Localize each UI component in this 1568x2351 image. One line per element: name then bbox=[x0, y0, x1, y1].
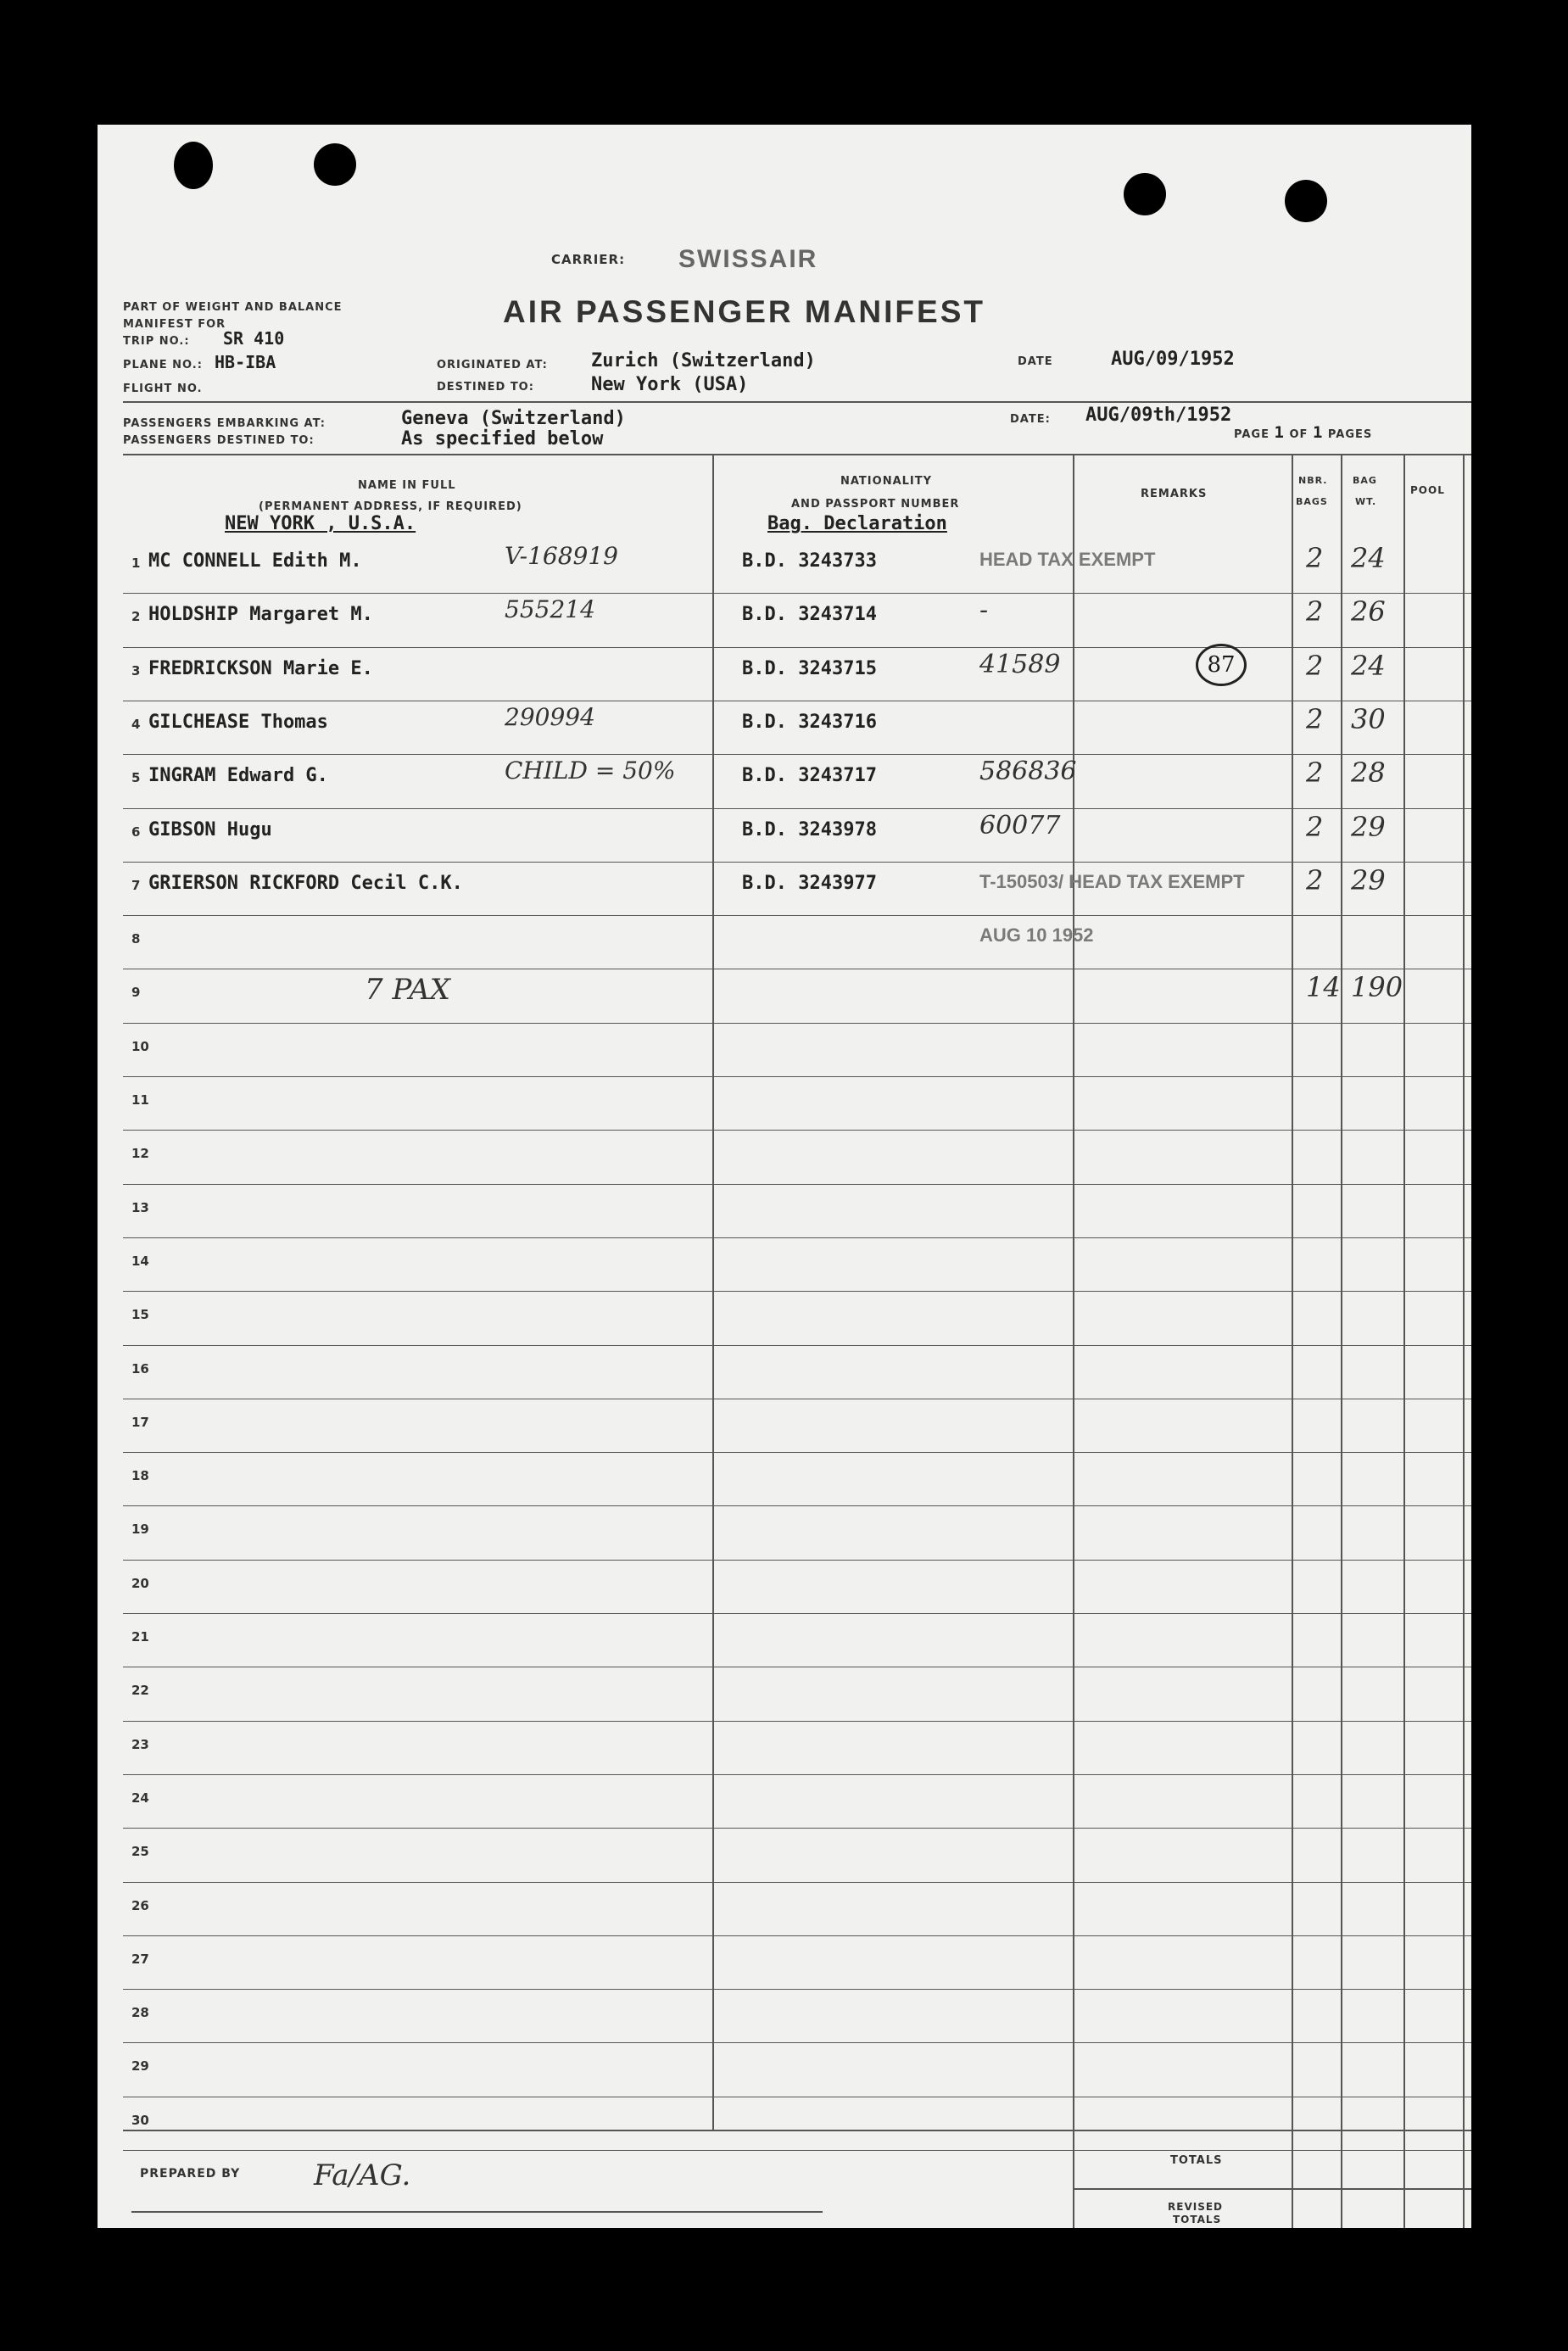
bag-count: 2 bbox=[1306, 702, 1324, 735]
originated-label: ORIGINATED AT: bbox=[437, 359, 548, 371]
row-number: 23 bbox=[131, 1736, 149, 1752]
passenger-name: FREDRICKSON Marie E. bbox=[148, 657, 373, 679]
row-line bbox=[123, 1452, 1471, 1453]
plane-no-label: PLANE NO.: bbox=[123, 359, 203, 371]
row-number: 14 bbox=[131, 1253, 149, 1269]
row-line bbox=[123, 2042, 1471, 2043]
row-line bbox=[123, 1935, 1471, 1936]
row-number: 9 bbox=[131, 985, 141, 1001]
destined-label: DESTINED TO: bbox=[437, 381, 534, 394]
row-line bbox=[123, 1184, 1471, 1185]
punch-hole bbox=[1285, 180, 1327, 222]
row-line bbox=[123, 1721, 1471, 1722]
row-line bbox=[123, 1237, 1471, 1238]
bag-count: 2 bbox=[1306, 810, 1324, 843]
bag-weight: 29 bbox=[1351, 863, 1386, 896]
embarking-label: PASSENGERS EMBARKING AT: bbox=[123, 417, 326, 430]
row-number: 7 bbox=[131, 877, 141, 893]
carrier-label: CARRIER: bbox=[551, 252, 626, 267]
passport-number: B.D. 3243716 bbox=[742, 711, 877, 733]
row-line bbox=[123, 1130, 1471, 1131]
passport-number: B.D. 3243977 bbox=[742, 872, 877, 894]
bag-weight: 24 bbox=[1351, 649, 1386, 682]
col-name-subheader: (PERMANENT ADDRESS, IF REQUIRED) bbox=[259, 500, 522, 513]
bag-weight: 28 bbox=[1351, 757, 1386, 790]
col-nat-subheader: AND PASSPORT NUMBER bbox=[791, 498, 960, 511]
trip-no-label: TRIP NO.: bbox=[123, 335, 190, 348]
handwritten-note: V-168919 bbox=[505, 542, 618, 570]
plane-no: HB-IBA bbox=[215, 352, 276, 372]
passport-number: B.D. 3243714 bbox=[742, 604, 877, 626]
row-number: 25 bbox=[131, 1844, 149, 1860]
row-line bbox=[123, 1774, 1471, 1775]
row-line bbox=[123, 1345, 1471, 1346]
signature-line bbox=[131, 2211, 823, 2213]
row-number: 6 bbox=[131, 824, 141, 840]
passport-number: B.D. 3243717 bbox=[742, 765, 877, 787]
row-line bbox=[123, 1989, 1471, 1990]
passport-number: B.D. 3243715 bbox=[742, 657, 877, 679]
divider bbox=[123, 454, 1471, 455]
row-number: 20 bbox=[131, 1575, 149, 1591]
row-number: 19 bbox=[131, 1522, 149, 1538]
row-line bbox=[123, 1882, 1471, 1883]
remarks-entry: 41589 bbox=[979, 649, 1061, 679]
row-number: 11 bbox=[131, 1092, 149, 1108]
row-line bbox=[123, 808, 1471, 809]
bag-count: 2 bbox=[1306, 863, 1324, 896]
passenger-name: 7 PAX bbox=[365, 973, 450, 1008]
remarks-entry: T-150503/ HEAD TAX EXEMPT bbox=[979, 870, 1245, 892]
bag-declaration-label: Bag. Declaration bbox=[767, 513, 947, 534]
row-number: 3 bbox=[131, 662, 141, 678]
totals-rule bbox=[1073, 2188, 1471, 2190]
passenger-name: GRIERSON RICKFORD Cecil C.K. bbox=[148, 872, 463, 894]
carrier-name: SWISSAIR bbox=[678, 245, 818, 273]
divider bbox=[123, 2130, 1471, 2131]
handwritten-note: 555214 bbox=[505, 595, 595, 624]
date2-value: AUG/09th/1952 bbox=[1085, 405, 1232, 426]
row-number: 27 bbox=[131, 1951, 149, 1967]
row-line bbox=[123, 915, 1471, 916]
col-bags-subheader: BAGS bbox=[1296, 496, 1328, 507]
revised-totals-label-2: TOTALS bbox=[1173, 2214, 1222, 2225]
page-indicator: PAGE 1 OF 1 PAGES bbox=[1234, 423, 1373, 442]
row-number: 18 bbox=[131, 1468, 149, 1484]
handwritten-note: CHILD = 50% bbox=[505, 757, 676, 785]
row-number: 12 bbox=[131, 1146, 149, 1162]
row-number: 22 bbox=[131, 1683, 149, 1699]
bag-weight: 29 bbox=[1351, 810, 1386, 843]
row-number: 4 bbox=[131, 716, 141, 732]
destined-pax-value: As specified below bbox=[401, 428, 604, 450]
passport-number: B.D. 3243978 bbox=[742, 818, 877, 840]
row-number: 1 bbox=[131, 556, 141, 571]
row-number: 24 bbox=[131, 1790, 149, 1806]
page-title: AIR PASSENGER MANIFEST bbox=[503, 294, 985, 329]
passenger-name: MC CONNELL Edith M. bbox=[148, 550, 362, 572]
row-number: 16 bbox=[131, 1360, 149, 1377]
bag-count: 2 bbox=[1306, 649, 1324, 682]
row-line bbox=[123, 1291, 1471, 1292]
col-nat-header: NATIONALITY bbox=[840, 475, 933, 488]
punch-hole bbox=[1124, 173, 1166, 215]
totals-label: TOTALS bbox=[1170, 2154, 1223, 2167]
row-number: 13 bbox=[131, 1199, 149, 1215]
row-number: 10 bbox=[131, 1038, 149, 1054]
row-number: 17 bbox=[131, 1414, 149, 1430]
col-wt-header: BAG bbox=[1353, 475, 1377, 486]
bag-count: 14 bbox=[1306, 971, 1341, 1004]
column-rule bbox=[1463, 454, 1465, 2228]
punch-hole bbox=[314, 143, 356, 186]
bag-weight: 190 bbox=[1351, 971, 1403, 1004]
passport-number: B.D. 3243733 bbox=[742, 550, 877, 572]
circled-number: 87 bbox=[1196, 644, 1247, 686]
bag-count: 2 bbox=[1306, 595, 1324, 628]
remarks-entry: HEAD TAX EXEMPT bbox=[979, 549, 1156, 570]
row-line bbox=[123, 2150, 1471, 2151]
passenger-name: GIBSON Hugu bbox=[148, 818, 272, 840]
row-line bbox=[123, 1613, 1471, 1614]
bag-weight: 24 bbox=[1351, 542, 1386, 574]
manifest-for-label: MANIFEST FOR bbox=[123, 318, 226, 331]
remarks-entry: - bbox=[979, 595, 989, 626]
row-number: 29 bbox=[131, 2058, 149, 2075]
bag-count: 2 bbox=[1306, 757, 1324, 790]
prepared-by-signature: Fa/AG. bbox=[314, 2158, 411, 2192]
row-number: 2 bbox=[131, 609, 141, 625]
column-rule bbox=[1341, 454, 1342, 2228]
row-number: 5 bbox=[131, 770, 141, 786]
row-number: 21 bbox=[131, 1629, 149, 1645]
remarks-entry: 60077 bbox=[979, 810, 1061, 840]
row-line bbox=[123, 1560, 1471, 1561]
bag-weight: 30 bbox=[1351, 702, 1386, 735]
originated-value: Zurich (Switzerland) bbox=[591, 350, 816, 371]
trip-no: SR 410 bbox=[223, 328, 285, 349]
row-line bbox=[123, 1828, 1471, 1829]
bag-count: 2 bbox=[1306, 542, 1324, 574]
date2-label: DATE: bbox=[1010, 413, 1051, 426]
passenger-name: HOLDSHIP Margaret M. bbox=[148, 604, 373, 626]
row-number: 8 bbox=[131, 931, 141, 947]
row-line bbox=[123, 1076, 1471, 1077]
remarks-entry: AUG 10 1952 bbox=[979, 924, 1094, 947]
row-number: 28 bbox=[131, 2005, 149, 2021]
destined-pax-label: PASSENGERS DESTINED TO: bbox=[123, 434, 315, 447]
embarking-value: Geneva (Switzerland) bbox=[401, 408, 626, 429]
date-value: AUG/09/1952 bbox=[1111, 349, 1235, 370]
date-label: DATE bbox=[1018, 355, 1053, 368]
col-name-header: NAME IN FULL bbox=[358, 479, 456, 492]
column-rule bbox=[1292, 454, 1293, 2228]
row-number: 30 bbox=[131, 2112, 149, 2128]
handwritten-note: 290994 bbox=[505, 702, 595, 731]
col-pool-header: POOL bbox=[1410, 484, 1445, 496]
divider bbox=[123, 401, 1471, 403]
row-line bbox=[123, 862, 1471, 863]
col-wt-subheader: WT. bbox=[1355, 496, 1377, 507]
row-line bbox=[123, 1023, 1471, 1024]
manifest-sheet bbox=[98, 125, 1471, 2228]
destined-value: New York (USA) bbox=[591, 374, 749, 395]
prepared-by-label: PREPARED BY bbox=[140, 2167, 241, 2181]
remarks-entry: 586836 bbox=[979, 757, 1077, 787]
row-line bbox=[123, 754, 1471, 755]
passenger-name: GILCHEASE Thomas bbox=[148, 711, 328, 733]
part-of-label: PART OF WEIGHT AND BALANCE bbox=[123, 301, 343, 314]
row-line bbox=[123, 1505, 1471, 1506]
revised-totals-label: REVISED bbox=[1168, 2201, 1223, 2213]
address-line: NEW YORK , U.S.A. bbox=[225, 513, 416, 534]
col-remarks-header: REMARKS bbox=[1141, 488, 1208, 500]
column-rule bbox=[1403, 454, 1405, 2228]
passenger-name: INGRAM Edward G. bbox=[148, 765, 328, 787]
column-rule bbox=[1073, 454, 1074, 2228]
row-line bbox=[123, 647, 1471, 648]
row-number: 26 bbox=[131, 1897, 149, 1913]
bag-weight: 26 bbox=[1351, 595, 1386, 628]
row-line bbox=[123, 593, 1471, 594]
punch-hole bbox=[174, 142, 213, 189]
flight-no-label: FLIGHT NO. bbox=[123, 383, 203, 395]
col-bags-header: NBR. bbox=[1298, 475, 1328, 486]
row-number: 15 bbox=[131, 1307, 149, 1323]
